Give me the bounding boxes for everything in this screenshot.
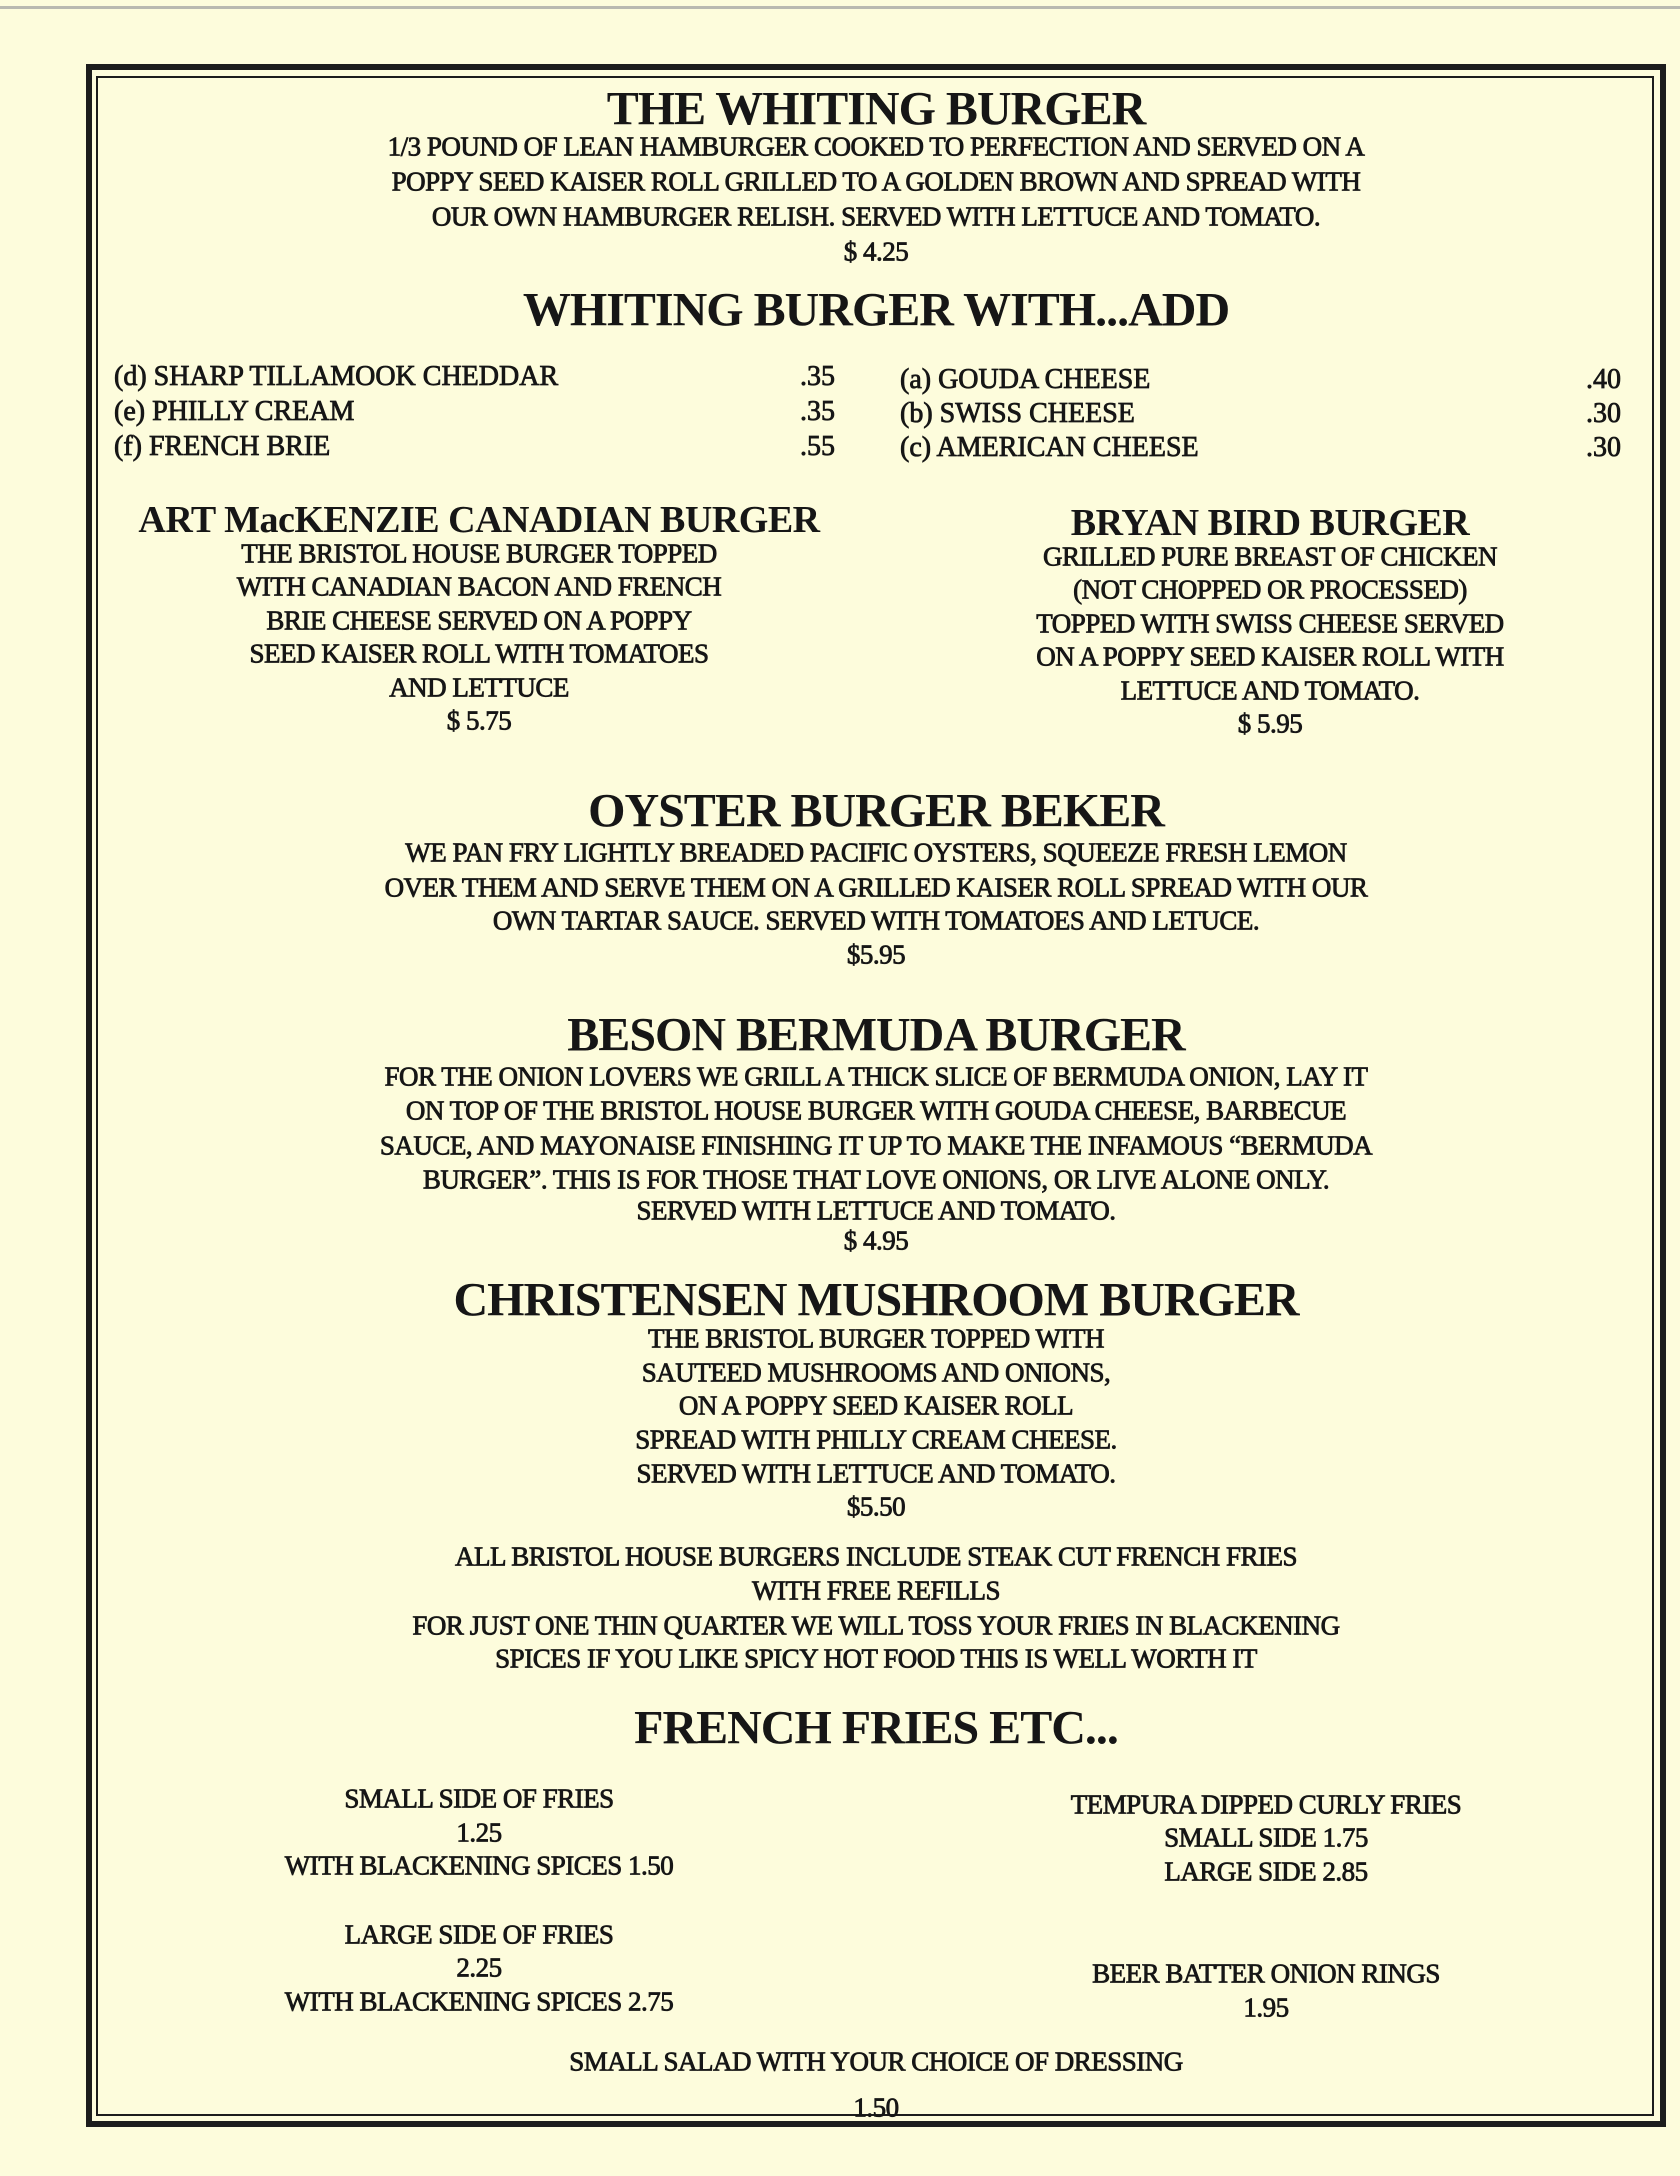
fries-note-line: WITH FREE REFILLS	[752, 1575, 1000, 1606]
fries-note-line: SPICES IF YOU LIKE SPICY HOT FOOD THIS IS WELL WORTH IT	[495, 1643, 1257, 1674]
art-desc-line: THE BRISTOL HOUSE BURGER TOPPED	[241, 538, 717, 569]
large-fries-price: 2.25	[456, 1952, 502, 1983]
curly-fries-large: LARGE SIDE 2.85	[1164, 1856, 1368, 1887]
art-price: $ 5.75	[446, 705, 512, 736]
fries-note-line: FOR JUST ONE THIN QUARTER WE WILL TOSS YOUR FRIES IN BLACKENING	[412, 1610, 1340, 1641]
large-fries-blackened: WITH BLACKENING SPICES 2.75	[284, 1986, 674, 2017]
bryan-desc-line: TOPPED WITH SWISS CHEESE SERVED	[1036, 608, 1504, 639]
scan-edge-line	[0, 6, 1680, 9]
beson-desc-line: BURGER”. THIS IS FOR THOSE THAT LOVE ONIONS, OR LIVE ALONE ONLY.	[422, 1164, 1330, 1195]
bryan-price: $ 5.95	[1237, 708, 1303, 739]
oyster-price: $5.95	[846, 939, 906, 970]
bryan-desc-line: ON A POPPY SEED KAISER ROLL WITH	[1036, 641, 1504, 672]
oyster-desc-line: OVER THEM AND SERVE THEM ON A GRILLED KAISER ROLL SPREAD WITH OUR	[384, 872, 1368, 903]
beson-desc-line: ON TOP OF THE BRISTOL HOUSE BURGER WITH GOUDA CHEESE, BARBECUE	[405, 1095, 1347, 1126]
bryan-burger-title: BRYAN BIRD BURGER	[1070, 502, 1470, 544]
christensen-price: $5.50	[846, 1491, 906, 1522]
whiting-burger-title: THE WHITING BURGER	[606, 82, 1146, 136]
christensen-desc-line: ON A POPPY SEED KAISER ROLL	[678, 1390, 1074, 1421]
oyster-desc-line: WE PAN FRY LIGHTLY BREADED PACIFIC OYSTERS, SQUEEZE FRESH LEMON	[405, 837, 1347, 868]
addon-label: (f) FRENCH BRIE	[114, 431, 331, 462]
addon-label: (e) PHILLY CREAM	[114, 396, 355, 427]
whiting-desc-line: 1/3 POUND OF LEAN HAMBURGER COOKED TO PERFECTION AND SERVED ON A	[387, 131, 1365, 162]
whiting-desc-line: OUR OWN HAMBURGER RELISH. SERVED WITH LETTUCE AND TOMATO.	[431, 201, 1321, 232]
addon-price: .55	[800, 431, 835, 462]
whiting-price: $ 4.25	[843, 236, 909, 267]
art-desc-line: AND LETTUCE	[389, 672, 569, 703]
christensen-desc-line: SERVED WITH LETTUCE AND TOMATO.	[636, 1458, 1116, 1489]
art-burger-title: ART MacKENZIE CANADIAN BURGER	[138, 499, 820, 541]
christensen-burger-title: CHRISTENSEN MUSHROOM BURGER	[453, 1273, 1299, 1327]
addon-price: .40	[1586, 364, 1621, 395]
small-fries-label: SMALL SIDE OF FRIES	[344, 1783, 614, 1814]
christensen-desc-line: SAUTEED MUSHROOMS AND ONIONS,	[641, 1357, 1111, 1388]
art-desc-line: WITH CANADIAN BACON AND FRENCH	[236, 571, 722, 602]
onion-rings-price: 1.95	[1243, 1992, 1289, 2023]
addon-price: .35	[800, 396, 835, 427]
french-fries-title: FRENCH FRIES ETC...	[634, 1701, 1118, 1755]
addon-label: (c) AMERICAN CHEESE	[900, 432, 1199, 463]
beson-desc-line: SERVED WITH LETTUCE AND TOMATO.	[636, 1195, 1116, 1226]
addons-title: WHITING BURGER WITH...ADD	[522, 283, 1230, 337]
beson-burger-title: BESON BERMUDA BURGER	[567, 1008, 1185, 1062]
christensen-desc-line: SPREAD WITH PHILLY CREAM CHEESE.	[635, 1424, 1117, 1455]
oyster-burger-title: OYSTER BURGER BEKER	[588, 784, 1164, 838]
curly-fries-label: TEMPURA DIPPED CURLY FRIES	[1070, 1789, 1462, 1820]
addon-price: .30	[1586, 432, 1621, 463]
oyster-desc-line: OWN TARTAR SAUCE. SERVED WITH TOMATOES AND LETUCE.	[492, 905, 1260, 936]
bryan-desc-line: GRILLED PURE BREAST OF CHICKEN	[1042, 541, 1498, 572]
fries-note-line: ALL BRISTOL HOUSE BURGERS INCLUDE STEAK CUT FRENCH FRIES	[454, 1541, 1298, 1572]
small-fries-price: 1.25	[456, 1817, 502, 1848]
small-fries-blackened: WITH BLACKENING SPICES 1.50	[284, 1850, 674, 1881]
christensen-desc-line: THE BRISTOL BURGER TOPPED WITH	[647, 1323, 1105, 1354]
addon-label: (d) SHARP TILLAMOOK CHEDDAR	[114, 361, 559, 392]
bryan-desc-line: (NOT CHOPPED OR PROCESSED)	[1073, 574, 1467, 605]
beson-desc-line: SAUCE, AND MAYONAISE FINISHING IT UP TO MAKE THE INFAMOUS “BERMUDA	[379, 1130, 1373, 1161]
onion-rings-label: BEER BATTER ONION RINGS	[1092, 1958, 1440, 1989]
bryan-desc-line: LETTUCE AND TOMATO.	[1120, 675, 1420, 706]
beson-price: $ 4.95	[843, 1225, 909, 1256]
curly-fries-small: SMALL SIDE 1.75	[1164, 1822, 1368, 1853]
addon-label: (a) GOUDA CHEESE	[900, 364, 1151, 395]
addon-price: .30	[1586, 398, 1621, 429]
addon-label: (b) SWISS CHEESE	[900, 398, 1135, 429]
art-desc-line: BRIE CHEESE SERVED ON A POPPY	[266, 605, 692, 636]
beson-desc-line: FOR THE ONION LOVERS WE GRILL A THICK SLICE OF BERMUDA ONION, LAY IT	[384, 1061, 1368, 1092]
whiting-desc-line: POPPY SEED KAISER ROLL GRILLED TO A GOLDEN BROWN AND SPREAD WITH	[391, 166, 1361, 197]
large-fries-label: LARGE SIDE OF FRIES	[344, 1919, 614, 1950]
addon-price: .35	[800, 361, 835, 392]
art-desc-line: SEED KAISER ROLL WITH TOMATOES	[249, 638, 709, 669]
salad-label: SMALL SALAD WITH YOUR CHOICE OF DRESSING	[569, 2046, 1183, 2077]
salad-price: 1.50	[853, 2092, 899, 2123]
